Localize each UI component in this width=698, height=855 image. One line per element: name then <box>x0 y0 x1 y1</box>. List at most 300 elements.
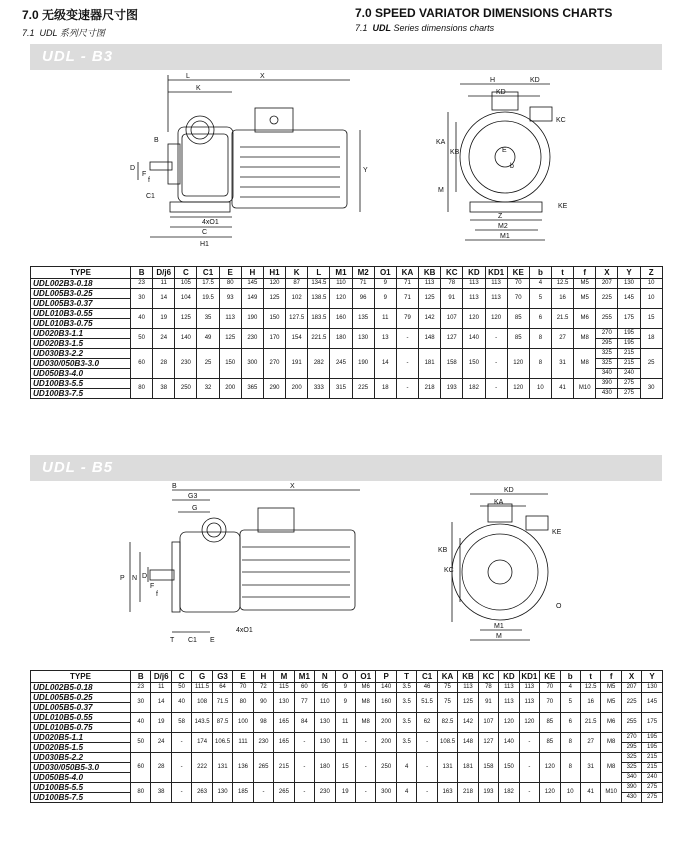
dim-T: T <box>170 637 175 644</box>
flange-motor-end-drawing <box>430 482 590 652</box>
value-cell: 38 <box>153 379 175 399</box>
column-header: H <box>241 267 263 279</box>
value-cell: 11 <box>335 713 355 733</box>
value-cell: M5 <box>601 683 621 693</box>
value-cell: 96 <box>352 289 374 309</box>
column-header: O1 <box>374 267 396 279</box>
value-cell: 91 <box>478 693 498 713</box>
value-cell: 181 <box>419 349 441 379</box>
value-cell: 113 <box>219 309 241 329</box>
value-cell: 27 <box>551 329 573 349</box>
value-cell: 120 <box>330 289 352 309</box>
value-cell: 130 <box>212 783 232 803</box>
value-cell: 75 <box>437 683 457 693</box>
value-cell: 28 <box>153 349 175 379</box>
column-header: KD <box>499 671 519 683</box>
flange-motor-side-drawing <box>110 482 370 657</box>
value-cell: - <box>171 733 191 753</box>
value-cell: 11 <box>374 309 396 329</box>
column-header: C <box>171 671 191 683</box>
value-cell: - <box>253 783 273 803</box>
value-cell: 93 <box>219 289 241 309</box>
cn-title: 7.0 无级变速器尺寸图 <box>22 8 139 22</box>
value-cell: 19 <box>151 713 171 733</box>
column-header: D/j6 <box>153 267 175 279</box>
dim-b: E <box>502 147 507 154</box>
model-type-cell: UDL010B3-0.75 <box>31 319 131 329</box>
value-cell: 325 <box>621 753 641 763</box>
dim-P: P <box>120 575 125 582</box>
value-cell: 130 <box>618 279 640 289</box>
value-cell: 28 <box>151 753 171 783</box>
value-cell: 51.5 <box>417 693 437 713</box>
column-header: C <box>175 267 197 279</box>
dim-KB: KA <box>436 139 446 146</box>
value-cell: 365 <box>241 379 263 399</box>
value-cell: 27 <box>580 733 600 753</box>
value-cell: 225 <box>596 289 618 309</box>
value-cell: 79 <box>396 309 418 329</box>
table-header-row <box>31 671 663 683</box>
value-cell: 195 <box>618 339 640 349</box>
model-type-cell: UD100B3-7.5 <box>31 389 131 399</box>
value-cell: 9 <box>374 289 396 309</box>
dim-C1: C1 <box>188 637 197 644</box>
value-cell: 255 <box>621 713 641 733</box>
model-type-cell: UD050B5-4.0 <box>31 773 131 783</box>
value-cell: 300 <box>376 783 396 803</box>
value-cell: 142 <box>419 309 441 329</box>
column-header: f <box>574 267 596 279</box>
column-header: E <box>233 671 253 683</box>
value-cell: 120 <box>507 349 529 379</box>
value-cell: 113 <box>463 289 485 309</box>
value-cell: 180 <box>315 753 335 783</box>
table-row <box>31 309 663 319</box>
dim-E: M <box>438 187 444 194</box>
dim-KD-1: H <box>490 77 496 84</box>
value-cell: 195 <box>642 733 662 743</box>
value-cell: 72 <box>253 683 273 693</box>
dim-F: F <box>142 171 147 178</box>
dim-KE: KC <box>556 117 566 124</box>
column-header: KE <box>507 267 529 279</box>
dim-C1: C1 <box>146 193 155 200</box>
value-cell: 8 <box>560 733 580 753</box>
column-header: C1 <box>417 671 437 683</box>
table-row <box>31 753 663 763</box>
value-cell: 325 <box>621 763 641 773</box>
value-cell: 113 <box>458 683 478 693</box>
value-cell: 149 <box>241 289 263 309</box>
value-cell: - <box>519 733 539 753</box>
value-cell: 80 <box>233 693 253 713</box>
value-cell: - <box>417 753 437 783</box>
value-cell: 230 <box>315 783 335 803</box>
column-header: H <box>253 671 273 683</box>
value-cell: 295 <box>621 743 641 753</box>
value-cell: 315 <box>330 379 352 399</box>
table-row <box>31 693 663 703</box>
dim-G: G <box>192 505 198 512</box>
column-header: M <box>274 671 294 683</box>
en-subtitle-num: 7.1 <box>355 23 368 33</box>
value-cell: 113 <box>485 289 507 309</box>
dim-f: f <box>148 177 150 184</box>
value-cell: 193 <box>441 379 463 399</box>
value-cell: 215 <box>618 349 640 359</box>
value-cell: - <box>396 379 418 399</box>
value-cell: M8 <box>574 349 596 379</box>
value-cell: 30 <box>131 693 151 713</box>
column-header: C1 <box>197 267 219 279</box>
value-cell: 282 <box>308 349 330 379</box>
column-header: b <box>529 267 551 279</box>
dim-M1: M1 <box>494 623 504 630</box>
value-cell: 71 <box>396 279 418 289</box>
value-cell: 85 <box>507 329 529 349</box>
value-cell: 104 <box>175 289 197 309</box>
dim-KD-2: KD <box>530 77 540 84</box>
value-cell: 175 <box>642 713 662 733</box>
en-subtitle: Series dimensions charts <box>393 23 495 33</box>
value-cell: 138.5 <box>308 289 330 309</box>
value-cell: 230 <box>253 733 273 753</box>
dim-Z: KE <box>558 203 568 210</box>
value-cell: 87.5 <box>212 713 232 733</box>
column-header: Z <box>640 267 662 279</box>
value-cell: 230 <box>175 349 197 379</box>
gearmotor-side-drawing <box>120 72 370 252</box>
table-row <box>31 683 663 693</box>
value-cell: M6 <box>574 309 596 329</box>
b3-dimensions-table <box>30 266 663 399</box>
column-header: G3 <box>212 671 232 683</box>
value-cell: - <box>417 733 437 753</box>
column-header: T <box>396 671 416 683</box>
value-cell: 41 <box>551 379 573 399</box>
value-cell: 250 <box>376 753 396 783</box>
value-cell: 222 <box>192 753 212 783</box>
value-cell: 25 <box>640 349 662 379</box>
table-row <box>31 289 663 299</box>
value-cell: 263 <box>192 783 212 803</box>
value-cell: - <box>485 379 507 399</box>
model-type-cell: UDL005B5-0.25 <box>31 693 131 703</box>
value-cell: 12.5 <box>580 683 600 693</box>
column-header: f <box>601 671 621 683</box>
value-cell: M6 <box>601 713 621 733</box>
value-cell: 130 <box>642 683 662 693</box>
value-cell: 170 <box>263 329 285 349</box>
value-cell: M5 <box>601 693 621 713</box>
model-type-cell: UD020B3-1.5 <box>31 339 131 349</box>
value-cell: 105 <box>175 279 197 289</box>
value-cell: 30 <box>131 289 153 309</box>
column-header: B <box>131 267 153 279</box>
value-cell: 165 <box>274 733 294 753</box>
value-cell: 140 <box>175 329 197 349</box>
section-title-b3: UDL - B3 <box>42 48 114 65</box>
value-cell: 325 <box>596 349 618 359</box>
value-cell: 180 <box>330 329 352 349</box>
value-cell: 113 <box>519 683 539 693</box>
model-type-cell: UD050B3-4.0 <box>31 369 131 379</box>
value-cell: 125 <box>419 289 441 309</box>
value-cell: 113 <box>419 279 441 289</box>
value-cell: 131 <box>437 753 457 783</box>
dim-O: O <box>556 603 562 610</box>
value-cell: 10 <box>640 289 662 309</box>
dim-4xO1: 4xO1 <box>236 627 253 634</box>
value-cell: 215 <box>642 753 662 763</box>
model-type-cell: UDL005B5-0.37 <box>31 703 131 713</box>
value-cell: 82.5 <box>437 713 457 733</box>
dim-L: L <box>186 73 190 80</box>
value-cell: 140 <box>463 329 485 349</box>
value-cell: 333 <box>308 379 330 399</box>
column-header: P <box>376 671 396 683</box>
value-cell: 70 <box>507 289 529 309</box>
value-cell: 24 <box>151 733 171 753</box>
column-header: B <box>131 671 151 683</box>
dim-t: b <box>510 163 514 170</box>
value-cell: 25 <box>197 349 219 379</box>
value-cell: 270 <box>621 733 641 743</box>
dim-M: M <box>496 633 502 640</box>
value-cell: 148 <box>419 329 441 349</box>
value-cell: 160 <box>330 309 352 329</box>
table-row <box>31 349 663 359</box>
value-cell: 5 <box>529 289 551 309</box>
value-cell: 120 <box>540 783 560 803</box>
value-cell: 46 <box>417 683 437 693</box>
value-cell: 16 <box>551 289 573 309</box>
value-cell: - <box>519 783 539 803</box>
model-type-cell: UD030B3-2.2 <box>31 349 131 359</box>
value-cell: 113 <box>499 683 519 693</box>
dim-KA: KA <box>494 499 504 506</box>
value-cell: 190 <box>352 349 374 379</box>
value-cell: - <box>355 733 375 753</box>
value-cell: 113 <box>519 693 539 713</box>
value-cell: 181 <box>458 753 478 783</box>
value-cell: 19 <box>153 309 175 329</box>
column-header: X <box>621 671 641 683</box>
value-cell: 127 <box>478 733 498 753</box>
table-row <box>31 713 663 723</box>
value-cell: 38 <box>151 783 171 803</box>
value-cell: 154 <box>286 329 308 349</box>
column-header: O1 <box>355 671 375 683</box>
value-cell: 11 <box>335 733 355 753</box>
value-cell: 98 <box>253 713 273 733</box>
column-header: t <box>551 267 573 279</box>
value-cell: 125 <box>175 309 197 329</box>
b5-dimensions-table <box>30 670 663 803</box>
value-cell: 40 <box>131 713 151 733</box>
value-cell: 62 <box>417 713 437 733</box>
column-header: TYPE <box>31 671 131 683</box>
value-cell: 125 <box>219 329 241 349</box>
dim-C: C <box>202 229 208 236</box>
value-cell: 70 <box>233 683 253 693</box>
en-title: 7.0 SPEED VARIATOR DIMENSIONS CHARTS <box>355 6 613 20</box>
model-type-cell: UD020B3-1.1 <box>31 329 131 339</box>
value-cell: 275 <box>618 379 640 389</box>
section-band-b5 <box>30 455 662 481</box>
value-cell: 31 <box>580 753 600 783</box>
value-cell: 120 <box>507 379 529 399</box>
value-cell: 300 <box>241 349 263 379</box>
value-cell: 80 <box>131 379 153 399</box>
value-cell: 265 <box>253 753 273 783</box>
value-cell: 13 <box>374 329 396 349</box>
dim-KC: KB <box>450 149 460 156</box>
value-cell: 30 <box>640 379 662 399</box>
dim-K: K <box>196 85 201 92</box>
value-cell: 165 <box>274 713 294 733</box>
value-cell: 14 <box>153 289 175 309</box>
value-cell: 160 <box>376 693 396 713</box>
value-cell: 18 <box>374 379 396 399</box>
model-type-cell: UD100B5-7.5 <box>31 793 131 803</box>
value-cell: 125 <box>263 289 285 309</box>
value-cell: 240 <box>618 369 640 379</box>
dim-F: F <box>150 583 155 590</box>
dim-M1: M2 <box>498 223 508 230</box>
model-type-cell: UDL010B3-0.55 <box>31 309 131 319</box>
value-cell: 21.5 <box>580 713 600 733</box>
value-cell: 390 <box>596 379 618 389</box>
value-cell: - <box>485 349 507 379</box>
value-cell: 9 <box>335 683 355 693</box>
value-cell: 142 <box>458 713 478 733</box>
value-cell: - <box>396 349 418 379</box>
value-cell: 8 <box>529 329 551 349</box>
value-cell: 148 <box>458 733 478 753</box>
value-cell: 108.5 <box>437 733 457 753</box>
dim-H1: H1 <box>200 241 209 248</box>
value-cell: 35 <box>197 309 219 329</box>
value-cell: 10 <box>529 379 551 399</box>
value-cell: 115 <box>274 683 294 693</box>
value-cell: 95 <box>315 683 335 693</box>
value-cell: 106.5 <box>212 733 232 753</box>
value-cell: - <box>417 783 437 803</box>
value-cell: 85 <box>540 733 560 753</box>
value-cell: 111 <box>233 733 253 753</box>
column-header: TYPE <box>31 267 131 279</box>
column-header: N <box>315 671 335 683</box>
value-cell: 215 <box>274 753 294 783</box>
value-cell: 78 <box>441 279 463 289</box>
value-cell: - <box>171 753 191 783</box>
value-cell: 80 <box>131 783 151 803</box>
column-header: KD1 <box>485 267 507 279</box>
value-cell: 174 <box>192 733 212 753</box>
value-cell: 150 <box>263 309 285 329</box>
value-cell: 77 <box>294 693 314 713</box>
value-cell: 75 <box>437 693 457 713</box>
column-header: KB <box>419 267 441 279</box>
value-cell: 11 <box>151 683 171 693</box>
value-cell: - <box>355 753 375 783</box>
dim-B: B <box>172 483 177 490</box>
column-header: K <box>286 267 308 279</box>
value-cell: 275 <box>642 793 662 803</box>
table-row <box>31 329 663 339</box>
column-header: M1 <box>330 267 352 279</box>
value-cell: 41 <box>580 783 600 803</box>
value-cell: 3.5 <box>396 683 416 693</box>
table-row <box>31 783 663 793</box>
value-cell: 15 <box>335 753 355 783</box>
value-cell: 150 <box>499 753 519 783</box>
value-cell: M5 <box>574 289 596 309</box>
column-header: KD1 <box>519 671 539 683</box>
column-header: E <box>219 267 241 279</box>
value-cell: 58 <box>171 713 191 733</box>
value-cell: 430 <box>596 389 618 399</box>
value-cell: 60 <box>294 683 314 693</box>
model-type-cell: UD100B5-5.5 <box>31 783 131 793</box>
value-cell: 200 <box>376 733 396 753</box>
value-cell: 4 <box>560 683 580 693</box>
value-cell: 8 <box>560 753 580 783</box>
value-cell: M6 <box>355 683 375 693</box>
value-cell: 191 <box>286 349 308 379</box>
dim-G3: G3 <box>188 493 198 500</box>
value-cell: 19.5 <box>197 289 219 309</box>
value-cell: 70 <box>540 693 560 713</box>
value-cell: 24 <box>153 329 175 349</box>
dim-KD: KD <box>504 487 514 494</box>
column-header: Y <box>642 671 662 683</box>
value-cell: 8 <box>529 349 551 379</box>
value-cell: 108 <box>192 693 212 713</box>
value-cell: 295 <box>596 339 618 349</box>
value-cell: 49 <box>197 329 219 349</box>
value-cell: 145 <box>642 693 662 713</box>
column-header: O <box>335 671 355 683</box>
value-cell: 23 <box>131 683 151 693</box>
value-cell: 10 <box>560 783 580 803</box>
model-type-cell: UDL010B5-0.55 <box>31 713 131 723</box>
value-cell: 102 <box>286 289 308 309</box>
dim-D: D <box>142 573 148 580</box>
value-cell: 127.5 <box>286 309 308 329</box>
model-type-cell: UD030/050B3-3.0 <box>31 359 131 369</box>
value-cell: 85 <box>507 309 529 329</box>
value-cell: 78 <box>478 683 498 693</box>
column-header: KC <box>478 671 498 683</box>
value-cell: 143.5 <box>192 713 212 733</box>
value-cell: 193 <box>478 783 498 803</box>
value-cell: 18 <box>640 329 662 349</box>
value-cell: 3.5 <box>396 713 416 733</box>
value-cell: M8 <box>355 693 375 713</box>
value-cell: 12.5 <box>551 279 573 289</box>
value-cell: 240 <box>642 773 662 783</box>
value-cell: 136 <box>233 753 253 783</box>
value-cell: 145 <box>241 279 263 289</box>
value-cell: 90 <box>253 693 273 713</box>
value-cell: 10 <box>640 279 662 289</box>
value-cell: 120 <box>519 713 539 733</box>
column-header: KA <box>396 267 418 279</box>
value-cell: 60 <box>131 349 153 379</box>
